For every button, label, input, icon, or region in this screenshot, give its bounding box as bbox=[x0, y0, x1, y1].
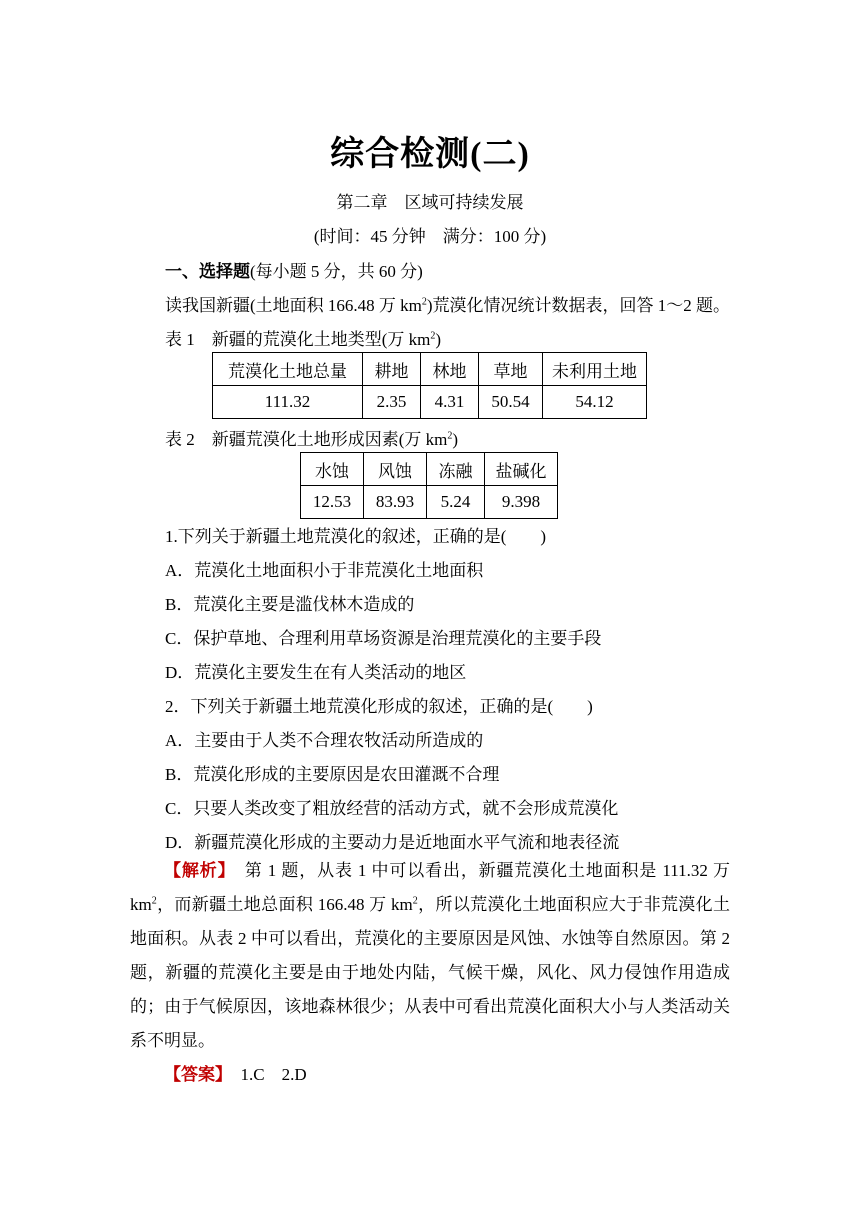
table-cell: 荒漠化土地总量 bbox=[213, 353, 363, 386]
table-cell: 12.53 bbox=[301, 486, 364, 519]
question-1-option-b: B．荒漠化主要是滥伐林木造成的 bbox=[165, 595, 415, 614]
table-cell: 83.93 bbox=[364, 486, 427, 519]
table-row bbox=[213, 353, 647, 386]
question-1-option-c: C．保护草地、合理利用草场资源是治理荒漠化的主要手段 bbox=[165, 629, 602, 648]
table-cell: 111.32 bbox=[213, 386, 363, 419]
question-2-option-b: B．荒漠化形成的主要原因是农田灌溉不合理 bbox=[165, 765, 500, 784]
table1 bbox=[212, 352, 647, 419]
table-cell: 未利用土地 bbox=[543, 353, 647, 386]
chapter-subtitle: 第二章 区域可持续发展 bbox=[336, 193, 524, 212]
question-1-option-a: A．荒漠化土地面积小于非荒漠化土地面积 bbox=[165, 561, 484, 580]
question-2-option-c: C．只要人类改变了粗放经营的活动方式，就不会形成荒漠化 bbox=[165, 799, 619, 818]
answer-text: 1.C 2.D bbox=[223, 1065, 307, 1084]
answer-tag: 【答案】 bbox=[164, 1065, 224, 1084]
question-1-stem: 1.下列关于新疆土地荒漠化的叙述，正确的是( ) bbox=[165, 527, 547, 546]
table2-caption: 表 2 新疆荒漠化土地形成因素(万 $km^2$) bbox=[165, 430, 459, 449]
question-2-option-d: D．新疆荒漠化形成的主要动力是近地面水平气流和地表径流 bbox=[165, 833, 620, 852]
question-1-option-d: D．荒漠化主要发生在有人类活动的地区 bbox=[165, 663, 467, 682]
question-2-option-a: A．主要由于人类不合理农牧活动所造成的 bbox=[165, 731, 484, 750]
question-2-stem: 2．下列关于新疆土地荒漠化形成的叙述，正确的是( ) bbox=[165, 697, 593, 716]
table-cell: 林地 bbox=[421, 353, 479, 386]
table-cell: 54.12 bbox=[543, 386, 647, 419]
answer-line bbox=[164, 1060, 307, 1085]
intro-text: 读我国新疆(土地面积 166.48 万 $km^2$)荒漠化情况统计数据表，回答 1～2 题。 bbox=[165, 296, 731, 315]
section-note: (每小题 5 分，共 60 分) bbox=[250, 262, 423, 281]
table1-caption: 表 1 新疆的荒漠化土地类型(万 $km^2$) bbox=[165, 330, 442, 349]
table2 bbox=[300, 452, 558, 519]
table-cell: 风蚀 bbox=[364, 453, 427, 486]
section-title: 一、选择题 bbox=[165, 262, 250, 281]
table-row bbox=[301, 486, 558, 519]
page-title: 综合检测(二) bbox=[330, 136, 530, 173]
table-cell: 9.398 bbox=[485, 486, 558, 519]
table-cell: 5.24 bbox=[427, 486, 485, 519]
analysis-tag: 【解析】 bbox=[164, 861, 227, 880]
table-row bbox=[213, 386, 647, 419]
table-cell: 2.35 bbox=[363, 386, 421, 419]
analysis-paragraph: 【解析】 第 1 题，从表 1 中可以看出，新疆荒漠化土地面积是 111.32 万 $km^2$，而新疆土地总面积 166.48 万 $km^2$，所以荒漠化土地面积应大于非荒漠化土地面积。从表 2 中可以看出，荒漠化的主要原因是风蚀、水蚀等自然原因。第 2 题，新疆的荒漠化主要是由于地处内陆，气候干燥，风化、风力侵蚀作用造成的；由于气候原因，该地森林很少；从表中可看出荒漠化面积大小与人类活动关系不明显。 bbox=[130, 861, 731, 1050]
table-cell: 4.31 bbox=[421, 386, 479, 419]
table-row bbox=[301, 453, 558, 486]
table-cell: 盐碱化 bbox=[485, 453, 558, 486]
time-info: (时间：45 分钟 满分：100 分) bbox=[313, 227, 547, 246]
table-cell: 草地 bbox=[479, 353, 543, 386]
table-cell: 水蚀 bbox=[301, 453, 364, 486]
table-cell: 50.54 bbox=[479, 386, 543, 419]
table-cell: 冻融 bbox=[427, 453, 485, 486]
table-cell: 耕地 bbox=[363, 353, 421, 386]
section-heading bbox=[165, 257, 423, 282]
